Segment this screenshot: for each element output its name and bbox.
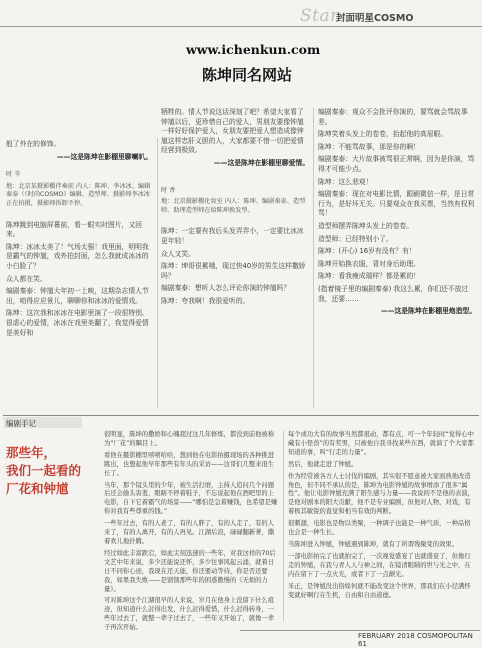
column-divider <box>283 431 284 621</box>
paragraph: 般了外在的修饰。 <box>6 140 61 148</box>
paragraph: 一部电影拍完了也就拍完了，一次视觉盛宴了也就盛宴了，但像行走的钟馗，在我与青人人与神之间，在镜清眼睛的世与光之中，在内在留下了一点火光，或者下了一点颠光。 <box>288 552 471 578</box>
paragraph: 陈坤：一定要有我后头发弄弄小，一定要比冰冰更年轻！ <box>161 227 304 245</box>
column-divider <box>157 138 158 408</box>
paragraph: 陈坤跳到电脑屏幕前，看一眼实时图片，又回来。 <box>6 220 142 239</box>
paragraph: 看他在摄影棚里嘻嘻哈哈，想到他在电影拍摄现场的各种挑进跳出，也想起他早年那些有年头的采访——这哥们几整来很生长了。 <box>104 451 275 477</box>
paragraph: 很刺激，电影也是物以类聚，一种调子也能是一种气质，一种品格也会是一种生长。 <box>288 520 471 537</box>
paragraph: 陈坤：不能骂故事，那是你的啊！ <box>318 142 420 151</box>
scene-credit: 地：北京某摄影棚伴奏前 内人：陈坤、李冰冰、编辑秦泰（《时尚COSMO》编辑、造型师、摄影师李冰冰正在拍摄，摄影师拆卸不停。 <box>6 182 151 207</box>
paragraph: 陈坤开始换衣服，背对身后助理。 <box>318 259 420 268</box>
paragraph: 造型师摆弄陈坤头发上的卷卷。 <box>318 221 414 230</box>
paragraph: 可对陈坤这个江湖很早的人来说，岁月在他身上没留下什么痕迹，但知道什么討得出发，什么討得爱惜，什么討得转身，一些年过去了，就整一辈子过去了，一些年又开始了，就像一辈子再次开始。 <box>104 597 275 632</box>
title-line: 我们一起看的 <box>6 463 82 478</box>
paragraph: 陈坤：这么悲观！ <box>318 177 373 186</box>
footer-divider <box>240 630 480 631</box>
paragraph: 陈坤：这次我和冰冰在电影里演了一段很特别、很虐心的爱情，冰冰在戏里美翻了，我觉得爱情是美好和 <box>6 309 149 337</box>
paragraph: 陈坤：(开心) 16岁有没有？有！ <box>318 247 416 256</box>
interview-column-3 <box>318 108 476 317</box>
paragraph: 牺牲的。情人节说这话深刻了吧？希望大家看了钟馗以后，更珍惜自己的爱人，男朋友要像钟馗一样好好保护爱人，女朋友要把爱人塑造成像钟馗这样忠肝义胆的人，大家都要不惜一切把爱情经营到极致。 <box>161 108 304 155</box>
credit-label: 时 香 <box>161 186 176 194</box>
paragraph: 编剧秦泰：现在对电影比情，跟刷微信一样，是日常行为，是好坏无关。只要观众在我买票，当然有权利骂！ <box>318 190 475 218</box>
paragraph: 造型师：已经特别小了。 <box>318 234 393 243</box>
section-divider <box>3 415 479 416</box>
paragraph: 编剧秦泰：观众不会批评你演的，要骂就会骂故事差。 <box>318 108 468 126</box>
paragraph: 陈坤笑着头发上的卷卷，抬起他的高眉眼。 <box>318 130 448 139</box>
paragraph: 陈坤：夸我啊！我很爱听的。 <box>161 296 250 305</box>
paragraph: 编剧秦泰：钟馗大年初一上映，这期杂志情人节出，咱得应应景儿，聊聊你和冰冰的爱情戏。 <box>6 287 149 305</box>
scene-credit: 地：北京摄影棚化妆室 内人：陈坤、编剧秦泰、造型师、助理造型师在给陈坤换发型。 <box>161 198 306 214</box>
paragraph: 很明显，陈坤的撒娇和心魄超过这几年修炼，都没到前他被称为“厂花”的瞩目上。 <box>104 431 275 447</box>
editor-note-column-2 <box>288 431 476 603</box>
editor-note-title <box>6 444 98 498</box>
scene-caption: ——这是陈坤在影棚里聊爱情。 <box>213 158 309 167</box>
paragraph: 当年，那个镜头里的少年，被生活打磨，主持人追问几个问题后还会偷头害羞，眼睛不停着鞋子，不忘说起他在酒吧里的上电影，自下它着霸气的场景——“哪怕是急着赚钱，也希望是赚你对我有些尊重的钱。” <box>104 481 278 516</box>
paragraph: 编剧秦泰：想听人怎么评论你演的钟馗吗？ <box>161 284 291 293</box>
paragraph: 众人又笑。 <box>161 249 195 258</box>
paragraph: 陈坤：坤哥很累哦，现过快40岁的男生这样撒娇吗？ <box>161 262 306 280</box>
paragraph: 陈坤：看我瘦成瑞样？都是累的！ <box>318 272 420 281</box>
paragraph: 每个成功大有的故事当然都很动，都有点，可一个年轻时“觉得心中藏有小怪兽”的有奖男，只被他自我寻找某些东西，就倘了个大家都知道的事，叫“行走的力量”。 <box>288 431 474 456</box>
column-divider <box>313 108 314 408</box>
page-footer: FEBRUARY 2018 COSMOPOLITAN 61 <box>358 632 473 648</box>
scene-caption: ——这是陈坤在影棚里炮造型。 <box>380 307 476 316</box>
credit-label: 时 辛 <box>6 171 21 179</box>
interview-column-1 <box>6 140 152 341</box>
website-url: www.ichenkun.com <box>186 42 321 57</box>
website-name: 陈坤同名网站 <box>202 66 293 84</box>
header-divider <box>0 26 482 27</box>
scene-caption: ——这是陈坤在影棚里聊喇叭。 <box>56 152 152 161</box>
editor-note-column-1 <box>104 431 278 636</box>
paragraph: (指着镜子里的编剧秦泰) 我这么累，你们还不放过我，还要…… <box>318 284 469 303</box>
paragraph: 众人都在笑。 <box>6 274 47 283</box>
paragraph: 一些年过去，有的人老了，有的人胖了，有的人走了，有的人来了，有的人离开，有的人再见。江湖后浪，碌碌翻新著，撕着欢儿地扑腾。 <box>104 520 275 545</box>
paragraph: 米正，是钟馗没出俗如何就不能改变这个世界，那我们在小径满怀变就好啊行在生机，自由和自由道德。 <box>288 582 471 599</box>
paragraph: 编剧秦泰：大片故事被骂很正常啊，因为是你演，骂得才可能少点。 <box>318 155 475 173</box>
paragraph: 当陈坤进入钟馗，钟馗遇到陈坤，就有了所谓残聚变的效果。 <box>288 540 459 548</box>
paragraph: 作为经常被各方人士讨伐的编剧，其实很不愿意被大家面熟他改造角色，但不同不承认的是，陈坤为电影钟馗的故事增添了很多“属性”。他让电影钟馗充满了阳生感与力量——我说的不是他的表演，是他对剧本的阳大贡献，他不是专业编剧，但他对人物，对戏，有着极其敏锐的直觉和相当有效的判断。 <box>288 472 474 516</box>
section-star-label: Star <box>300 6 339 26</box>
title-line: 厂花和钟馗 <box>6 481 69 496</box>
editor-note-tag <box>4 417 82 428</box>
paragraph: 经过如此丰富跌宕，如此尖刻迅速的一些年，对我这样的70后文艺中年来说，多少还能说还怀，多少往事风起云涌，就着日日不同你心迹，我现在还天能，你还要动等待，你是否还要我，如果我失败——是馈馈那些年的困惑傲慢的《无烦的力量》。 <box>104 549 276 593</box>
section-title: 封面明星COSMO <box>336 13 414 24</box>
editor-note-tag-label: 编剧手记 <box>6 419 36 428</box>
interview-column-2 <box>161 108 309 310</box>
title-line: 那些年， <box>6 445 57 460</box>
paragraph: 陈坤：冰冰太美了！气场太强！戏里面，明明我是霸气的钟馗，戏外拍封面，怎么我就成冰冰的小白脸了？ <box>6 242 149 270</box>
paragraph: 然后，他就走进了钟馗。 <box>288 460 358 468</box>
